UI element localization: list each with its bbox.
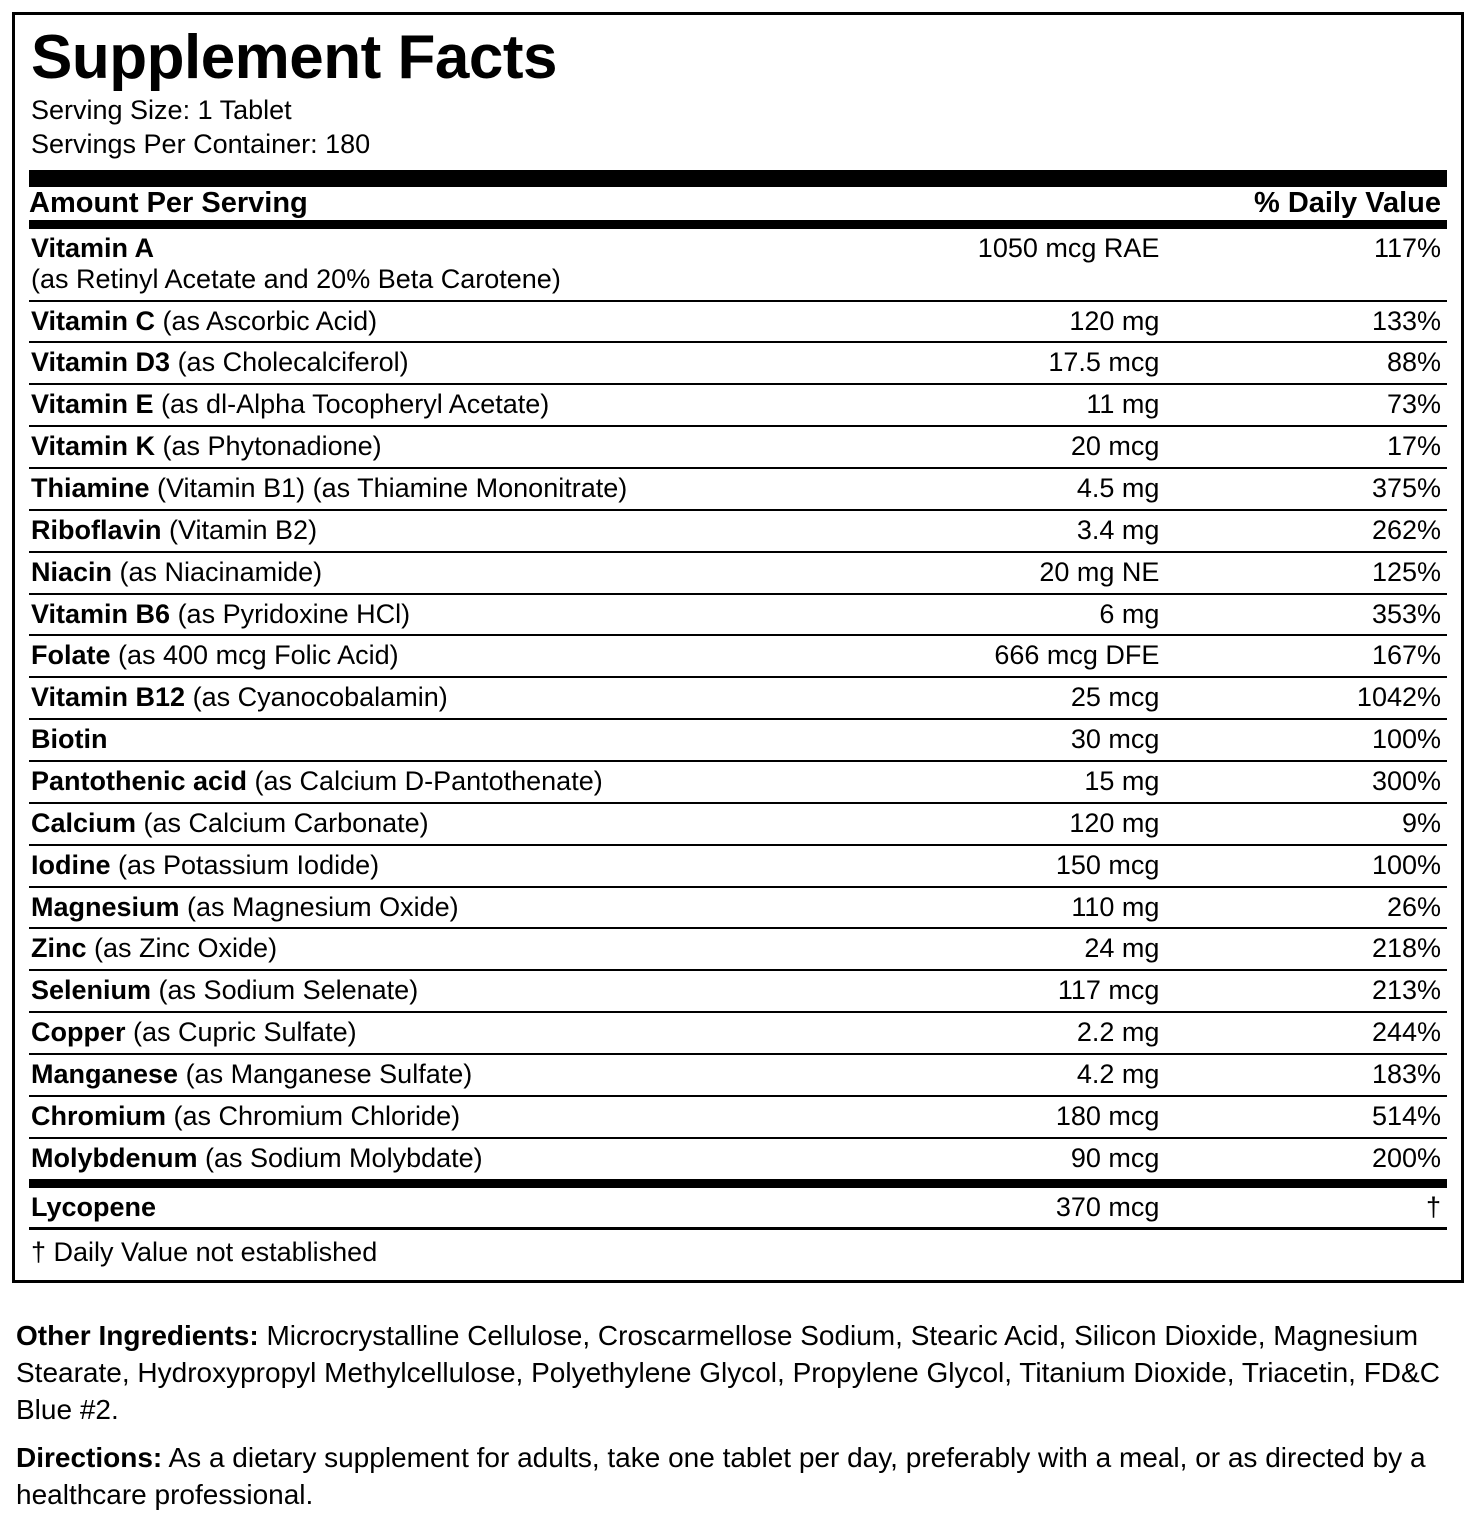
nutrient-amount: 180 mcg [823, 1096, 1163, 1138]
nutrient-name: Biotin [31, 724, 108, 755]
nutrient-name: Vitamin C [31, 305, 156, 336]
nutrient-name: Folate [31, 640, 111, 671]
servings-per-container: Servings Per Container: 180 [31, 128, 371, 159]
nutrient-name: Zinc [31, 933, 87, 964]
table-row [29, 301, 1447, 343]
table-row [29, 1012, 1447, 1054]
nutrient-daily-value: 1042% [1163, 677, 1447, 719]
nutrient-daily-value: 262% [1163, 510, 1447, 552]
nutrient-name-cell [29, 719, 823, 761]
nutrient-name: Thiamine [31, 472, 150, 503]
nutrient-name-cell [29, 970, 823, 1012]
nutrient-daily-value: 514% [1163, 1096, 1447, 1138]
nutrient-name: Molybdenum [31, 1142, 198, 1173]
table-row [29, 635, 1447, 677]
nutrient-source: (as 400 mcg Folic Acid) [110, 640, 399, 671]
nutrient-name-cell [29, 677, 823, 719]
table-row [29, 1096, 1447, 1138]
nutrient-name-cell [29, 1012, 823, 1054]
nutrient-source: (as Zinc Oxide) [86, 933, 278, 964]
table-row [29, 970, 1447, 1012]
directions-text: As a dietary supplement for adults, take one tablet per day, preferably with a meal, or as directed by a healthcare professional. [16, 1442, 1426, 1510]
nutrient-source: (as dl-Alpha Tocopheryl Acetate) [153, 389, 550, 420]
nutrient-amount: 120 mg [823, 301, 1163, 343]
nutrient-amount: 4.5 mg [823, 468, 1163, 510]
nutrient-daily-value: 300% [1163, 761, 1447, 803]
table-row [29, 468, 1447, 510]
nutrient-amount: 20 mcg [823, 426, 1163, 468]
nutrient-source: (as Calcium Carbonate) [136, 807, 429, 838]
nutrient-source: (as Sodium Selenate) [151, 975, 419, 1006]
nutrient-name: Riboflavin [31, 514, 162, 545]
nutrient-daily-value: 133% [1163, 301, 1447, 343]
nutrient-name: Pantothenic acid [31, 765, 248, 796]
nutrient-daily-value: 100% [1163, 845, 1447, 887]
nutrient-daily-value: 17% [1163, 426, 1447, 468]
nutrient-name: Vitamin B6 [31, 598, 171, 629]
nutrient-source: (as Niacinamide) [112, 556, 323, 587]
directions-block [12, 1440, 1464, 1514]
nutrient-name: Vitamin A [31, 232, 155, 263]
nutrient-source: (as Chromium Chloride) [166, 1100, 461, 1131]
nutrient-amount: 30 mcg [823, 719, 1163, 761]
nutrient-amount: 2.2 mg [823, 1012, 1163, 1054]
nutrient-name-cell [29, 510, 823, 552]
nutrient-amount: 11 mg [823, 384, 1163, 426]
nutrient-name-cell [29, 301, 823, 343]
nutrient-name: Copper [31, 1017, 126, 1048]
nutrient-source: (Vitamin B2) [161, 514, 318, 545]
table-row [29, 887, 1447, 929]
nutrient-source: (Vitamin B1) (as Thiamine Mononitrate) [149, 472, 628, 503]
nutrient-source: (as Sodium Molybdate) [197, 1142, 483, 1173]
table-row [29, 552, 1447, 594]
nutrient-source: (as Cupric Sulfate) [125, 1017, 357, 1048]
nutrient-daily-value: 244% [1163, 1012, 1447, 1054]
nutrient-name-cell [29, 1096, 823, 1138]
table-row [29, 1188, 1447, 1228]
nutrient-amount: 666 mcg DFE [823, 635, 1163, 677]
nutrient-daily-value: 26% [1163, 887, 1447, 929]
other-ingredients-block [12, 1318, 1464, 1429]
nutrient-name: Chromium [31, 1100, 166, 1131]
nutrient-amount: 15 mg [823, 761, 1163, 803]
table-row [29, 803, 1447, 845]
nutrient-name-cell [29, 594, 823, 636]
other-ingredients-label: Other Ingredients: [16, 1320, 259, 1351]
nutrient-name: Vitamin K [31, 431, 156, 462]
nutrient-daily-value: 88% [1163, 342, 1447, 384]
nutrient-name-cell [29, 761, 823, 803]
nutrient-source: (as Cholecalciferol) [170, 347, 409, 378]
table-row [29, 1138, 1447, 1179]
nutrient-source: (as Manganese Sulfate) [178, 1058, 473, 1089]
nutrient-daily-value: 117% [1373, 232, 1441, 263]
nutrient-amount: 24 mg [823, 928, 1163, 970]
nutrient-source: (as Retinyl Acetate and 20% Beta Carotene) [31, 264, 561, 295]
nutrient-source: (as Pyridoxine HCl) [170, 598, 411, 629]
nutrient-name-cell [29, 887, 823, 929]
nutrient-name-cell [29, 635, 823, 677]
nutrient-daily-value: 375% [1163, 468, 1447, 510]
other-ingredients-text: Microcrystalline Cellulose, Croscarmellose Sodium, Stearic Acid, Silicon Dioxide, Magnesium Stearate, Hydroxypropyl Methylcellulose, Polyethylene Glycol, Propylene Glycol, Titanium Dioxide, Triacetin, FD&C Blue #2. [16, 1320, 1440, 1425]
nutrient-name-cell [29, 468, 823, 510]
nutrient-source: (as Magnesium Oxide) [179, 891, 459, 922]
header-daily-value: % Daily Value [1254, 186, 1441, 219]
table-row [29, 594, 1447, 636]
nutrient-daily-value: 125% [1163, 552, 1447, 594]
supplement-facts-panel [12, 12, 1464, 1283]
secondary-nutrients-table [29, 1188, 1447, 1228]
nutrient-daily-value: 353% [1163, 594, 1447, 636]
nutrient-source: (as Potassium Iodide) [110, 849, 380, 880]
table-row [29, 845, 1447, 887]
table-row [29, 1054, 1447, 1096]
nutrient-name-cell [29, 803, 823, 845]
table-row [29, 342, 1447, 384]
table-row [29, 677, 1447, 719]
nutrient-amount: 117 mcg [823, 970, 1163, 1012]
nutrient-amount: 4.2 mg [823, 1054, 1163, 1096]
nutrient-name-cell [29, 552, 823, 594]
nutrient-name-cell [29, 1188, 823, 1228]
nutrient-daily-value: 9% [1163, 803, 1447, 845]
header-amount-per-serving: Amount Per Serving [29, 186, 308, 219]
nutrient-daily-value: † [1425, 1191, 1441, 1222]
nutrient-source: (as Calcium D-Pantothenate) [247, 765, 603, 796]
nutrient-name-cell [29, 1054, 823, 1096]
nutrition-header-table [29, 187, 1447, 220]
panel-title: Supplement Facts [31, 23, 557, 92]
nutrient-name-cell [29, 1138, 823, 1179]
table-row [29, 510, 1447, 552]
table-header-row [29, 187, 1447, 220]
daily-value-footnote: † Daily Value not established [31, 1237, 378, 1268]
nutrient-daily-value: 213% [1163, 970, 1447, 1012]
nutrient-amount: 1050 mcg RAE [977, 232, 1160, 263]
divider-under-header [29, 220, 1447, 229]
nutrient-daily-value: 167% [1163, 635, 1447, 677]
nutrient-name: Selenium [31, 975, 152, 1006]
nutrient-daily-value: 100% [1163, 719, 1447, 761]
nutrient-name-cell [29, 384, 823, 426]
nutrient-daily-value: 73% [1163, 384, 1447, 426]
nutrient-name-cell [29, 426, 823, 468]
nutrient-name: Vitamin D3 [31, 347, 171, 378]
nutrient-source: (as Phytonadione) [155, 431, 382, 462]
nutrient-name: Iodine [31, 849, 111, 880]
nutrient-name-cell [29, 342, 823, 384]
nutrient-amount: 110 mg [823, 887, 1163, 929]
nutrient-amount: 3.4 mg [823, 510, 1163, 552]
directions-label: Directions: [16, 1442, 163, 1473]
nutrient-amount: 120 mg [823, 803, 1163, 845]
nutrient-name-cell [29, 928, 823, 970]
table-row [29, 426, 1447, 468]
nutrient-name: Lycopene [31, 1191, 157, 1222]
nutrient-source: (as Cyanocobalamin) [185, 682, 448, 713]
table-row [29, 229, 1447, 301]
nutrient-name: Calcium [31, 807, 137, 838]
nutrient-name-cell [29, 845, 823, 887]
nutrient-amount: 150 mcg [823, 845, 1163, 887]
nutrient-name: Niacin [31, 556, 113, 587]
nutrient-source: (as Ascorbic Acid) [155, 305, 378, 336]
table-row [29, 928, 1447, 970]
divider-thick-top [29, 170, 1447, 187]
divider-before-secondary [29, 1179, 1447, 1188]
nutrient-daily-value: 218% [1163, 928, 1447, 970]
nutrient-amount: 20 mg NE [823, 552, 1163, 594]
nutrient-amount: 17.5 mcg [823, 342, 1163, 384]
nutrient-amount: 370 mcg [1055, 1191, 1160, 1222]
nutrient-name: Magnesium [31, 891, 180, 922]
nutrient-name: Manganese [31, 1058, 179, 1089]
nutrient-name: Vitamin B12 [31, 682, 186, 713]
table-row [29, 384, 1447, 426]
table-row [29, 719, 1447, 761]
table-row [29, 761, 1447, 803]
nutrient-amount: 25 mcg [823, 677, 1163, 719]
nutrient-amount: 6 mg [823, 594, 1163, 636]
nutrient-amount: 90 mcg [823, 1138, 1163, 1179]
nutrients-table [29, 229, 1447, 1179]
serving-size: Serving Size: 1 Tablet [31, 95, 292, 126]
nutrient-daily-value: 200% [1163, 1138, 1447, 1179]
nutrient-name: Vitamin E [31, 389, 154, 420]
nutrient-name-cell [29, 229, 823, 301]
nutrient-daily-value: 183% [1163, 1054, 1447, 1096]
